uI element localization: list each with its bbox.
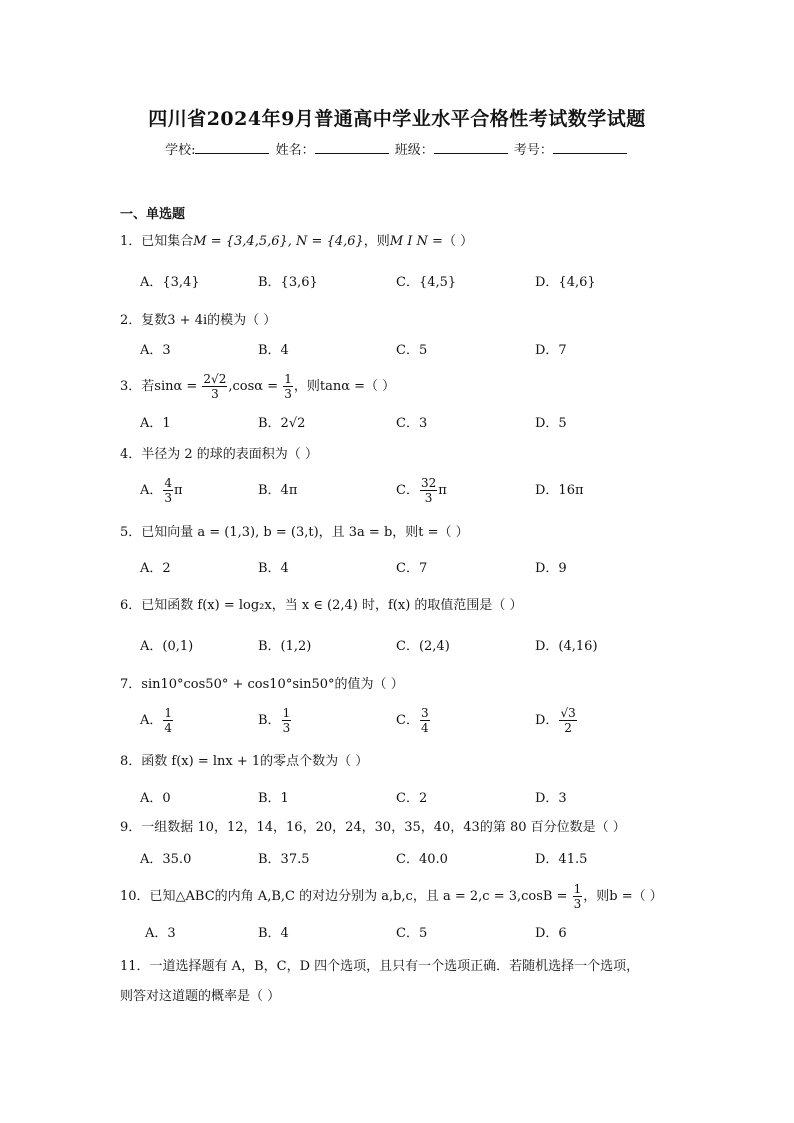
- q8-option-c[interactable]: C．2: [396, 791, 428, 806]
- q7-option-b[interactable]: B． $\frac{1}{3}$: [258, 706, 291, 735]
- q5-option-c[interactable]: C．7: [396, 561, 428, 576]
- q8-option-a[interactable]: A．0: [140, 791, 171, 806]
- q2-option-a[interactable]: A．3: [140, 343, 171, 358]
- q1-option-a[interactable]: A．{3,4}: [140, 275, 200, 290]
- school-label: 学校:: [165, 143, 196, 158]
- q10-fraction: $\frac{1}{3}$: [573, 882, 582, 911]
- q1-option-c[interactable]: C．{4,5}: [396, 275, 457, 290]
- q3-mid: ,cosα =: [228, 379, 279, 394]
- q6-option-b[interactable]: B．(1,2): [258, 639, 312, 654]
- q10-text: 10．已知△ABC的内角 A,B,C 的对边分别为 a,b,c，且 a = 2,c = 3,cosB =: [120, 889, 568, 904]
- q6-option-d[interactable]: D．(4,16): [535, 639, 598, 654]
- q9-option-b[interactable]: B．37.5: [258, 852, 310, 867]
- q3-option-b[interactable]: B．2√2: [258, 416, 306, 431]
- q1-paren: （ ）: [442, 234, 474, 249]
- q1-option-d[interactable]: D．{4,6}: [535, 275, 596, 290]
- name-label: 姓名：: [275, 143, 315, 158]
- q3-sin-fraction: $\frac{2√2}{3}$: [203, 372, 227, 401]
- q5-option-d[interactable]: D．9: [535, 561, 567, 576]
- question-2: 2．复数3 + 4i的模为（ ）: [120, 313, 277, 328]
- q4-option-d[interactable]: D．16π: [535, 483, 584, 498]
- school-blank[interactable]: [195, 140, 269, 154]
- question-10: [120, 882, 663, 911]
- q9-option-c[interactable]: C．40.0: [396, 852, 448, 867]
- name-blank[interactable]: [315, 140, 389, 154]
- q3-option-c[interactable]: C．3: [396, 416, 428, 431]
- q5-option-b[interactable]: B．4: [258, 561, 289, 576]
- q9-option-d[interactable]: D．41.5: [535, 852, 588, 867]
- q8-option-d[interactable]: D．3: [535, 791, 567, 806]
- q4-option-c[interactable]: C． $\frac{32}{3}$ π: [396, 476, 447, 505]
- q10-option-c[interactable]: C．5: [396, 926, 428, 941]
- exam-number-blank[interactable]: [553, 140, 627, 154]
- q4-option-b[interactable]: B．4π: [258, 483, 298, 498]
- q6-option-c[interactable]: C．(2,4): [396, 639, 450, 654]
- question-5: 5．已知向量 a = (1,3), b = (3,t)，且 3a = b，则t =（ ）: [120, 525, 469, 540]
- question-4: 4．半径为 2 的球的表面积为（ ）: [120, 447, 318, 462]
- q5-option-a[interactable]: A．2: [140, 561, 171, 576]
- q1-text: 1．已知集合: [120, 234, 194, 249]
- q3-text: 3．若sinα =: [120, 379, 198, 394]
- q4-option-a[interactable]: A． $\frac{4}{3}$ π: [140, 476, 183, 505]
- q3-option-a[interactable]: A．1: [140, 416, 171, 431]
- q1-connector: ，则: [363, 234, 390, 249]
- q10-option-b[interactable]: B．4: [258, 926, 289, 941]
- question-11-line-2: 则答对这道题的概率是（ ）: [120, 989, 281, 1004]
- student-info-line: [0, 139, 794, 158]
- q10-option-d[interactable]: D．6: [535, 926, 567, 941]
- section-heading: 一、单选题: [120, 207, 186, 222]
- question-8: 8．函数 f(x) = lnx + 1的零点个数为（ ）: [120, 754, 369, 769]
- q7-option-c[interactable]: C． $\frac{3}{4}$: [396, 706, 429, 735]
- question-3: [120, 372, 395, 401]
- question-6: 6．已知函数 f(x) = log₂x，当 x ∈ (2,4) 时，f(x) 的取值范围是（ ）: [120, 598, 523, 613]
- q10-option-a[interactable]: A．3: [145, 926, 176, 941]
- q2-option-d[interactable]: D．7: [535, 343, 567, 358]
- question-1: [120, 232, 473, 252]
- question-11-line-1: 11．一道选择题有 A，B，C，D 四个选项，且只有一个选项正确．若随机选择一个选项，: [120, 959, 640, 974]
- q3-option-d[interactable]: D．5: [535, 416, 567, 431]
- q2-option-c[interactable]: C．5: [396, 343, 428, 358]
- question-7: 7．sin10°cos50° + cos10°sin50°的值为（ ）: [120, 677, 404, 692]
- q1-sets: M = {3,4,5,6}, N = {4,6}: [193, 234, 364, 249]
- q1-option-b[interactable]: B．{3,6}: [258, 275, 318, 290]
- q3-post: ，则tanα =（ ）: [293, 379, 396, 394]
- class-label: 班级：: [394, 143, 434, 158]
- q10-post: ，则b =（ ）: [583, 889, 663, 904]
- class-blank[interactable]: [434, 140, 508, 154]
- q2-option-b[interactable]: B．4: [258, 343, 289, 358]
- q8-option-b[interactable]: B．1: [258, 791, 289, 806]
- q9-option-a[interactable]: A．35.0: [140, 852, 192, 867]
- q6-option-a[interactable]: A．(0,1): [140, 639, 194, 654]
- q7-option-a[interactable]: A． $\frac{1}{4}$: [140, 706, 173, 735]
- question-9: 9．一组数据 10，12，14，16，20，24，30，35，40，43的第 80 百分位数是（ ）: [120, 820, 626, 835]
- page-title: 四川省2024年9月普通高中学业水平合格性考试数学试题: [148, 108, 646, 130]
- q3-cos-fraction: $\frac{1}{3}$: [284, 372, 292, 401]
- q1-expression: M I N =: [389, 234, 443, 249]
- exam-number-label: 考号：: [513, 143, 553, 158]
- q7-option-d[interactable]: D． $\frac{√3}{2}$: [535, 706, 576, 735]
